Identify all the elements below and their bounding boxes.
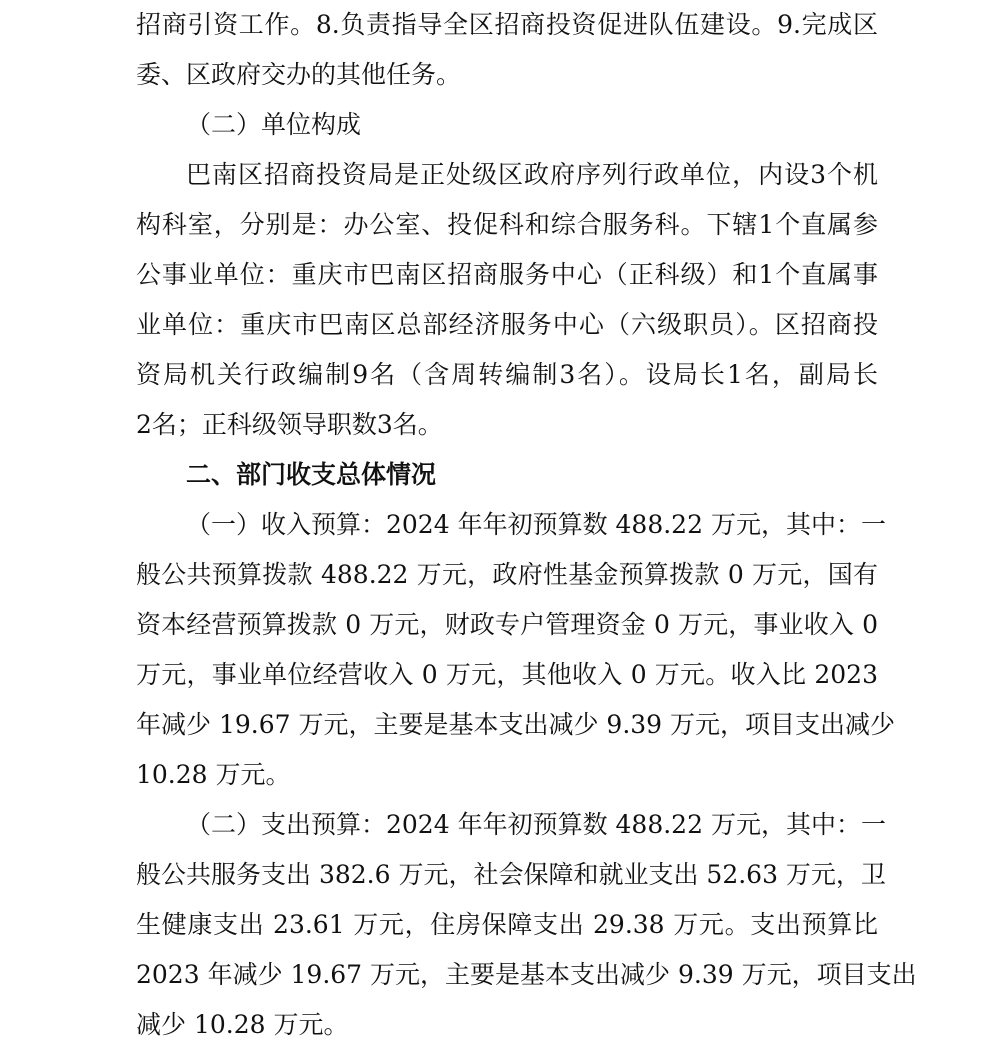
body-text-line: 委、区政府交办的其他任务。: [136, 60, 462, 89]
body-text-line: 减少 10.28 万元。: [136, 1010, 349, 1039]
body-text-line: 公事业单位：重庆市巴南区招商服务中心（正科级）和1个直属事: [136, 260, 878, 289]
subsection-heading: （二）单位构成: [186, 110, 362, 139]
body-text-line: 构科室，分别是：办公室、投促科和综合服务科。下辖1个直属参: [136, 210, 878, 239]
body-text-line: 巴南区招商投资局是正处级区政府序列行政单位，内设3个机: [186, 160, 878, 189]
income-budget-line: （一）收入预算：2024 年年初预算数 488.22 万元，其中：一: [186, 510, 886, 539]
body-text-line: 资局机关行政编制9名（含周转编制3名）。设局长1名，副局长: [136, 360, 878, 389]
body-text-line: 10.28 万元。: [136, 760, 291, 789]
body-text-line: 生健康支出 23.61 万元，住房保障支出 29.38 万元。支出预算比: [136, 910, 878, 939]
section-heading: 二、部门收支总体情况: [186, 460, 437, 489]
expenditure-budget-line: （二）支出预算：2024 年年初预算数 488.22 万元，其中：一: [186, 810, 886, 839]
body-text-line: 2023 年减少 19.67 万元，主要是基本支出减少 9.39 万元，项目支出: [136, 960, 917, 989]
body-text-line: 资本经营预算拨款 0 万元，财政专户管理资金 0 万元，事业收入 0: [136, 610, 878, 639]
body-text-line: 般公共服务支出 382.6 万元，社会保障和就业支出 52.63 万元，卫: [136, 860, 886, 889]
body-text-line: 2名；正科级领导职数3名。: [136, 410, 443, 439]
body-text-line: 招商引资工作。8.负责指导全区招商投资促进队伍建设。9.完成区: [136, 10, 878, 39]
body-text-line: 业单位：重庆市巴南区总部经济服务中心（六级职员）。区招商投: [136, 310, 878, 339]
body-text-line: 万元，事业单位经营收入 0 万元，其他收入 0 万元。收入比 2023: [136, 660, 878, 689]
body-text-line: 年减少 19.67 万元，主要是基本支出减少 9.39 万元，项目支出减少: [136, 710, 896, 739]
body-text-line: 般公共预算拨款 488.22 万元，政府性基金预算拨款 0 万元，国有: [136, 560, 878, 589]
